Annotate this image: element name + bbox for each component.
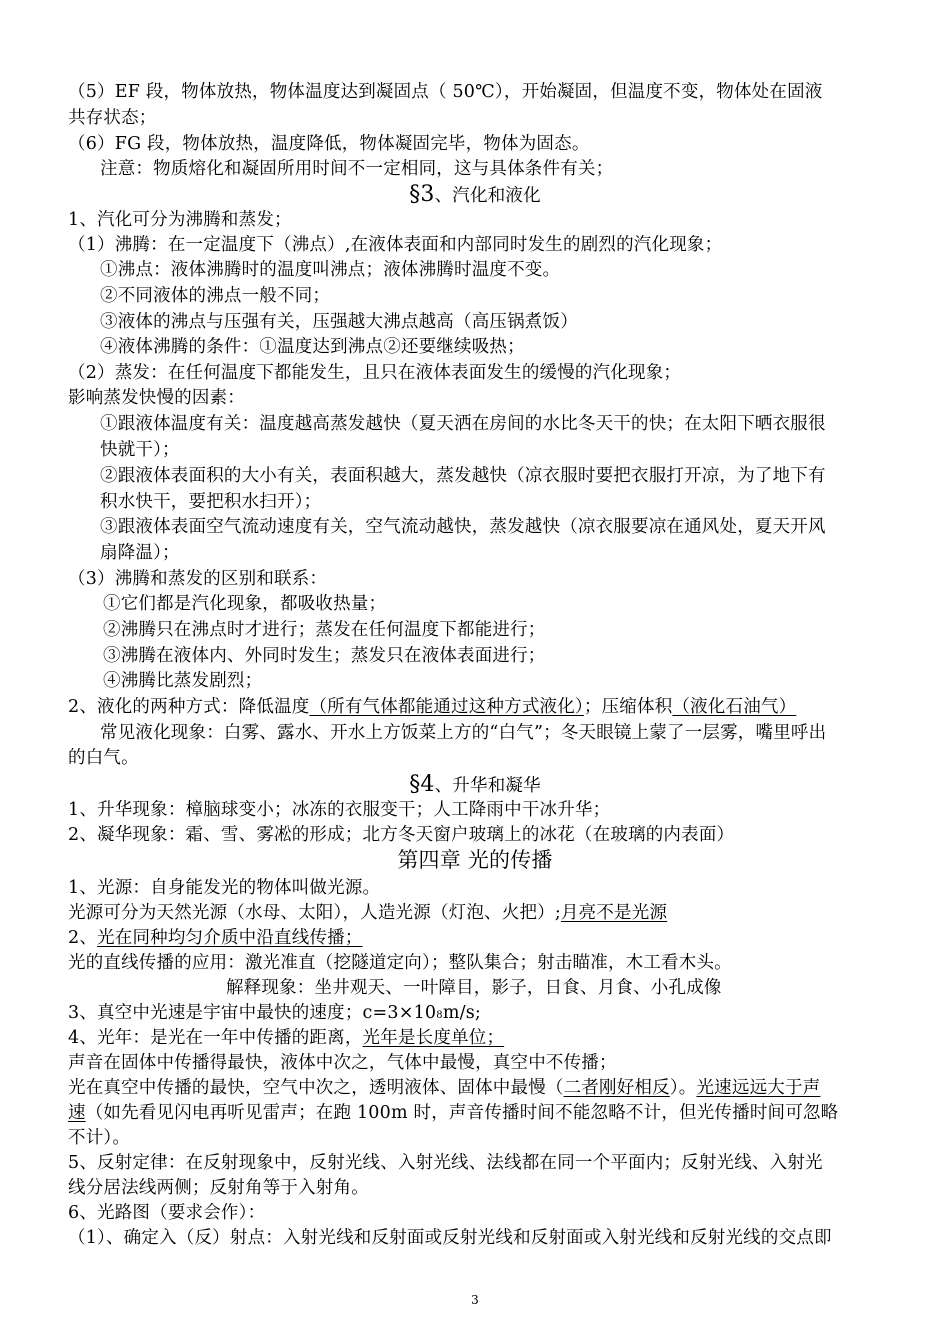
exponent: 8 <box>436 1010 443 1021</box>
text-line: （1）、确定入（反）射点：入射光线和反射面或反射光线和反射面或入射光线和反射光线的交点即 <box>68 1228 832 1248</box>
text-line: 6、光路图（要求会作）： <box>68 1203 266 1223</box>
text-line: 声音在固体中传播得最快，液体中次之，气体中最慢，真空中不传播； <box>68 1053 617 1073</box>
page-number: 3 <box>471 1293 479 1307</box>
text-line: 解释现象：坐井观天、一叶障目，影子，日食、月食、小孔成像 <box>226 978 722 998</box>
list-item: ➂沸腾在液体内、外同时发生；蒸发只在液体表面进行； <box>103 646 546 666</box>
text-span: ）。 <box>669 1078 697 1098</box>
text-line: （1）沸腾：在一定温度下（沸点）,在液体表面和内部同时发生的剧烈的汽化现象； <box>68 235 723 255</box>
list-item: ➂跟液体表面空气流动速度有关，空气流动越快，蒸发越快（凉衣服要凉在通风处，夏天开风 <box>100 517 826 537</box>
text-line <box>68 1101 888 1126</box>
underlined-text: （液化石油气） <box>672 697 797 717</box>
text-line: 2、凝华现象：霜、雪、雾凇的形成；北方冬天窗户玻璃上的冰花（在玻璃的内表面） <box>68 825 735 845</box>
text-span: ；压缩体积 <box>583 697 673 717</box>
text-line <box>68 1076 888 1101</box>
list-item: ➀跟液体温度有关：温度越高蒸发越快（夏天洒在房间的水比冬天干的快；在太阳下晒衣服很 <box>100 414 826 434</box>
chapter-title: 第四章 光的传播 <box>397 848 553 872</box>
underlined-text: 光在同种均匀介质中沿直线传播； <box>97 928 363 948</box>
text-span: 2、 <box>68 928 98 948</box>
text-span: m/s; <box>442 1003 481 1023</box>
text-line <box>68 1001 888 1028</box>
list-item: ➁沸腾只在沸点时才进行；蒸发在任何温度下都能进行； <box>103 620 546 640</box>
text-line <box>68 926 888 951</box>
section-heading-3 <box>0 182 950 209</box>
text-line <box>68 901 888 926</box>
text-span: 3、真空中光速是宇宙中最快的速度；c=3×10 <box>68 1003 437 1023</box>
underlined-text: 二者刚好相反 <box>563 1078 670 1098</box>
text-line <box>68 1026 888 1051</box>
note-line: 注意：物质熔化和凝固所用时间不一定相同，这与具体条件有关； <box>100 159 614 179</box>
list-item: ➁跟液体表面积的大小有关，表面积越大，蒸发越快（凉衣服时要把衣服打开凉，为了地下有 <box>100 466 826 486</box>
text-line: 不计）。 <box>68 1128 131 1148</box>
underlined-text: 月亮不是光源 <box>560 903 668 923</box>
text-span: 光源可分为天然光源（水母、太阳），人造光源（灯泡、火把）; <box>68 903 561 923</box>
text-line: 光的直线传播的应用：激光准直（挖隧道定向）；整队集合；射击瞄准，木工看木头。 <box>68 953 732 973</box>
section-title: 、汽化和液化 <box>434 186 541 206</box>
section-mark: §4 <box>409 772 435 797</box>
text-line: 5、反射定律：在反射现象中，反射光线、入射光线、法线都在同一个平面内；反射光线、入射光 <box>68 1153 823 1173</box>
text-line: 1、升华现象：樟脑球变小；冰冻的衣服变干；人工降雨中干冰升华； <box>68 800 611 820</box>
text-span: 光在真空中传播的最快，空气中次之，透明液体、固体中最慢（ <box>68 1078 564 1098</box>
text-line: 积水快干，要把积水扫开）； <box>100 492 322 512</box>
text-line: 线分居法线两侧；反射角等于入射角。 <box>68 1178 369 1198</box>
text-span: （如先看见闪电再听见雷声；在跑 100m 时，声音传播时间不能忽略不计，但光传播时间可忽略 <box>85 1103 839 1123</box>
text-line: 1、汽化可分为沸腾和蒸发； <box>68 210 292 230</box>
section-title: 、升华和凝华 <box>434 776 541 796</box>
text-line: （6）FG 段，物体放热，温度降低，物体凝固完毕，物体为固态。 <box>68 134 590 154</box>
section-mark: §3 <box>409 182 435 207</box>
underlined-text: 光年是长度单位； <box>362 1028 505 1048</box>
text-line: 常见液化现象：白雾、露水、开水上方饭菜上方的“白气”；冬天眼镜上蒙了一层雾，嘴里呼出 <box>100 723 827 743</box>
underlined-text: 速 <box>68 1103 86 1123</box>
list-item: ➀它们都是汽化现象，都吸收热量； <box>103 594 387 614</box>
underlined-text: （所有气体都能通过这种方式液化） <box>309 697 584 717</box>
text-line: （3）沸腾和蒸发的区别和联系： <box>68 569 328 589</box>
text-line: 的白气。 <box>68 748 139 768</box>
text-line: 1、光源：自身能发光的物体叫做光源。 <box>68 878 381 898</box>
text-line: 扇降温）； <box>100 543 180 563</box>
text-line: （2）蒸发：在任何温度下都能发生，且只在液体表面发生的缓慢的汽化现象； <box>68 363 682 383</box>
list-item: ➃液体沸腾的条件：①温度达到沸点②还要继续吸热； <box>100 337 525 357</box>
text-line: 共存状态； <box>68 108 157 128</box>
list-item: ➀沸点：液体沸腾时的温度叫沸点；液体沸腾时温度不变。 <box>100 260 561 280</box>
underlined-text: 光速远远大于声 <box>696 1078 821 1098</box>
text-span: 2、液化的两种方式：降低温度 <box>68 697 310 717</box>
text-line <box>68 695 888 720</box>
list-item: ➁不同液体的沸点一般不同； <box>100 286 331 306</box>
list-item: ➂液体的沸点与压强有关，压强越大沸点越高（高压锅煮饭） <box>100 312 578 332</box>
list-item: ➃沸腾比蒸发剧烈； <box>103 671 263 691</box>
text-line: （5）EF 段，物体放热，物体温度达到凝固点（ 50℃），开始凝固，但温度不变，物体处在固液 <box>68 82 823 102</box>
text-span: 4、光年：是光在一年中传播的距离， <box>68 1028 363 1048</box>
text-line: 快就干）； <box>100 440 180 460</box>
section-heading-4 <box>0 772 950 799</box>
text-line: 影响蒸发快慢的因素： <box>68 388 245 408</box>
